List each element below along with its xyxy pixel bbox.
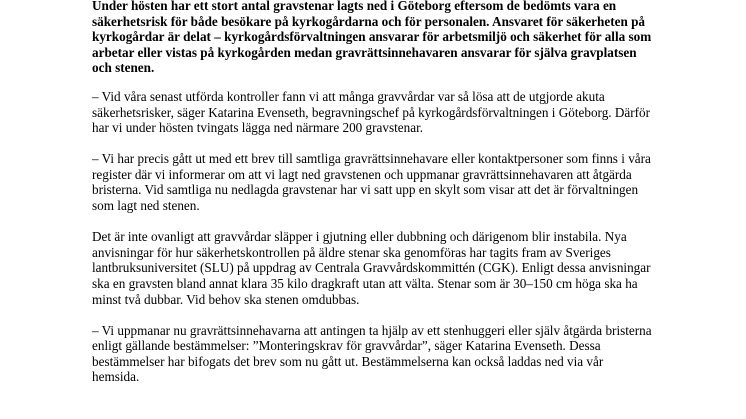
body-paragraph-4: – Vi uppmanar nu gravrättsinnehavarna att antingen ta hjälp av ett stenhuggeri eller själv åtgärda bristerna enligt gällande bestämmelser: ”Monteringskrav för gravvårdar”, säger Katarina Evenseth. Dessa bestämmelser har bifogats det brev som nu gått ut. Bestämmelserna kan också laddas ned via vår hemsida. (92, 322, 652, 385)
lead-paragraph: Under hösten har ett stort antal gravstenar lagts ned i Göteborg eftersom de bedömts vara en säkerhetsrisk för både besökare på kyrkogårdarna och för personalen. Ansvaret för säkerheten på kyrkogårdar är delat – kyrkogårdsförvaltningen ansvarar för arbetsmiljö och säkerhet för alla som arbetar eller vistas på kyrkogården medan gravrättsinnehavaren ansvarar för själva gravplatsen och stenen. (92, 0, 652, 76)
body-paragraph-3: Det är inte ovanligt att gravvårdar släpper i gjutning eller dubbning och därigenom blir instabila. Nya anvisningar för hur säkerhetskontrollen på äldre stenar ska genomföras har tagits fram av Sveriges lantbruksuniversitet (SLU) på uppdrag av Centrala Gravvårdskommittén (CGK). Enligt dessa anvisningar ska en gravsten bland annat klara 35 kilo dragkraft utan att välta. Stenar som är 30–150 cm höga ska ha minst två dubbar. Vid behov ska stenen omdubbas. (92, 229, 651, 307)
document-page (92, 0, 652, 400)
body-paragraph-1: – Vid våra senast utförda kontroller fann vi att många gravvårdar var så lösa att de utgjorde akuta säkerhetsrisker, säger Katarina Evenseth, begravningschef på kyrkogårdsförvaltningen i Göteborg. Därför har vi under hösten tvingats lägga ned närmare 200 gravstenar. (92, 88, 651, 136)
body-paragraph-2: – Vi har precis gått ut med ett brev till samtliga gravrättsinnehavare eller kontaktpersoner som finns i våra register där vi informerar om att vi lagt ned gravstenen och uppmanar gravrättsinnehavaren att åtgärda bristerna. Vid samtliga nu nedlagda gravstenar har vi satt upp en skylt som visar att det är förvaltningen som lagt ned stenen. (92, 151, 651, 214)
